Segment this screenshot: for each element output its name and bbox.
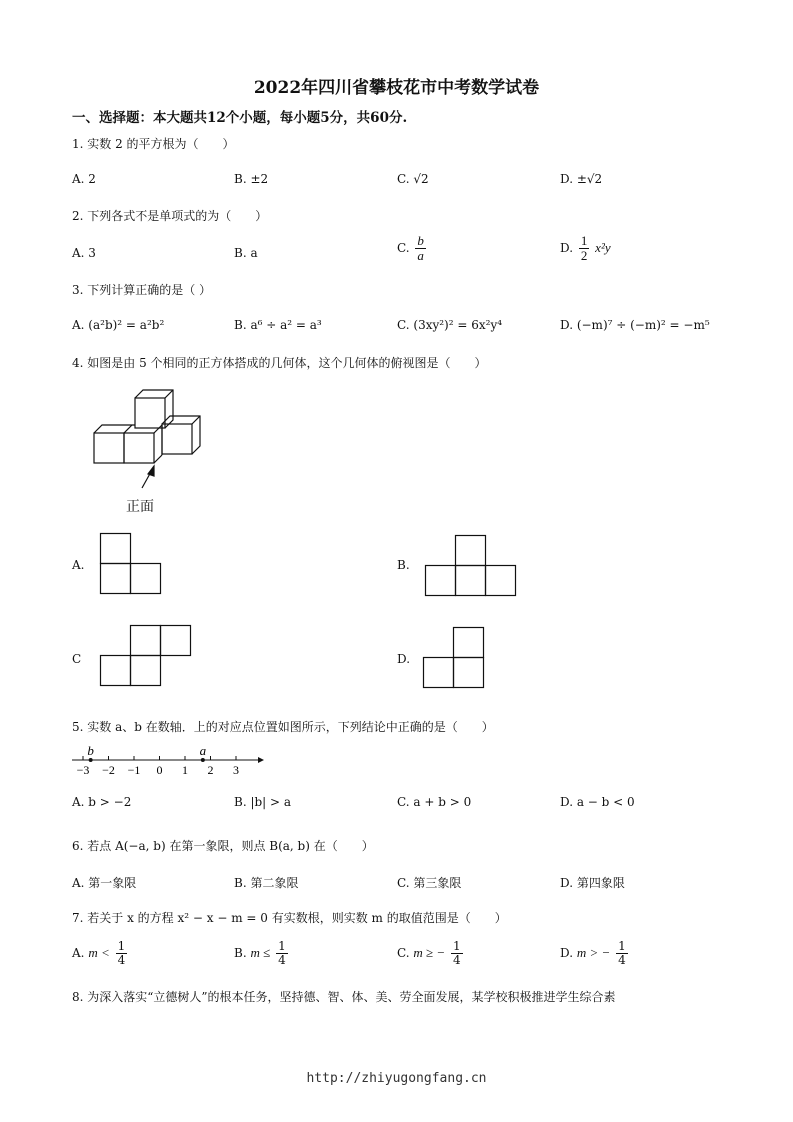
- q1-option-a: A. 2: [72, 172, 96, 186]
- q1-option-c: C. √2: [397, 172, 429, 186]
- axis-arrow: [258, 757, 264, 763]
- q1-option-d: D. ±√2: [560, 172, 603, 186]
- q4-option-c-figure: [100, 625, 192, 687]
- q2-option-d: [560, 234, 611, 262]
- axis-tick-label: 3: [233, 763, 239, 777]
- q5-option-d: D. a − b < 0: [560, 795, 635, 809]
- question-6-stem: 6. 若点 A(−a, b) 在第一象限，则点 B(a, b) 在（ ）: [72, 839, 374, 853]
- q6-option-a: A. 第一象限: [72, 876, 137, 890]
- q2-option-d-tail: x²y: [595, 240, 611, 256]
- question-1-stem: 1. 实数 2 的平方根为（ ）: [72, 137, 235, 151]
- point-b-label: b: [87, 743, 94, 758]
- q3-option-d: D. (−m)⁷ ÷ (−m)² = −m⁵: [560, 318, 710, 332]
- front-view-label: 正面: [126, 499, 154, 515]
- fraction-denominator: 4: [278, 952, 286, 967]
- axis-tick-label: 0: [156, 763, 163, 777]
- q4-option-b-label: B.: [397, 558, 410, 572]
- q2-option-d-label: D.: [560, 241, 574, 256]
- q7-option-c-label: C.: [397, 946, 410, 961]
- q4-option-a-label: A.: [72, 558, 85, 572]
- q3-option-a: A. (a²b)² = a²b²: [72, 318, 165, 332]
- q2-option-b: B. a: [234, 246, 258, 260]
- fraction-numerator: 1: [117, 939, 126, 953]
- q2-option-c-fraction: [415, 234, 426, 262]
- q4-option-d-label: D.: [397, 652, 411, 666]
- q4-option-d-figure: [423, 627, 485, 689]
- fraction-denominator: 4: [453, 952, 461, 967]
- fraction-numerator: b: [417, 233, 424, 248]
- q7-option-d-relation: m > −: [576, 945, 611, 961]
- axis-tick-label: 1: [182, 763, 188, 777]
- axis-tick-label: −1: [127, 763, 141, 777]
- q7-option-d-fraction: [616, 940, 628, 966]
- fraction-denominator: 2: [580, 247, 588, 263]
- number-line: [72, 742, 272, 782]
- axis-tick-label: −2: [102, 763, 115, 777]
- q7-option-c: [397, 940, 465, 966]
- fraction-numerator: 1: [580, 233, 588, 248]
- fraction-numerator: 1: [278, 939, 286, 953]
- fraction-numerator: 1: [618, 939, 626, 953]
- q5-option-b: B. |b| > a: [234, 795, 292, 809]
- q6-option-d: D. 第四象限: [560, 876, 625, 890]
- q7-option-c-relation: m ≥ −: [413, 945, 446, 961]
- question-3-stem: 3. 下列计算正确的是（ ）: [72, 283, 212, 297]
- page-title: 2022年四川省攀枝花市中考数学试卷: [253, 78, 540, 98]
- fraction-denominator: 4: [618, 952, 626, 967]
- fraction-denominator: 4: [117, 952, 126, 967]
- q6-option-b: B. 第二象限: [234, 876, 299, 890]
- fraction-denominator: a: [417, 247, 424, 263]
- q4-option-a-figure: [100, 533, 162, 595]
- q7-option-d: [560, 940, 630, 966]
- q7-option-a-fraction: [116, 940, 128, 966]
- q7-option-b-relation: m ≤: [250, 945, 271, 961]
- q3-option-c: C. (3xy²)² = 6x²y⁴: [397, 318, 503, 332]
- q1-option-b: B. ±2: [234, 172, 269, 186]
- q2-option-d-fraction: [579, 234, 590, 262]
- q7-option-b-label: B.: [234, 946, 247, 961]
- q2-option-a: A. 3: [72, 246, 96, 260]
- axis-tick-label: −3: [76, 763, 90, 777]
- q5-option-c: C. a + b > 0: [397, 795, 472, 809]
- point-b: [89, 758, 93, 762]
- q7-option-c-fraction: [451, 940, 463, 966]
- section-heading: 一、选择题：本大题共12个小题，每小题5分，共60分.: [72, 110, 408, 126]
- q7-option-a-relation: m <: [88, 945, 110, 961]
- q4-option-c-label: C: [72, 652, 82, 666]
- question-4-stem: 4. 如图是由 5 个相同的正方体搭成的几何体，这个几何体的俯视图是（ ）: [72, 356, 487, 370]
- point-a: [201, 758, 205, 762]
- fraction-numerator: 1: [453, 939, 461, 953]
- point-a-label: a: [199, 743, 207, 758]
- question-5-stem: 5. 实数 a、b 在数轴．上的对应点位置如图所示，下列结论中正确的是（ ）: [72, 720, 494, 734]
- q7-option-b-fraction: [276, 940, 288, 966]
- footer-url: http://zhiyugongfang.cn: [306, 1071, 487, 1086]
- q5-option-a: A. b > −2: [72, 795, 132, 809]
- q7-option-a-label: A.: [72, 946, 85, 961]
- q6-option-c: C. 第三象限: [397, 876, 462, 890]
- q7-option-b: [234, 940, 290, 966]
- q7-option-d-label: D.: [560, 946, 574, 961]
- question-7-stem: 7. 若关于 x 的方程 x² − x − m = 0 有实数根，则实数 m 的取值范围是（ ）: [72, 911, 507, 925]
- q4-option-b-figure: [425, 535, 517, 597]
- q2-option-c-label: C.: [397, 241, 410, 256]
- question-2-stem: 2. 下列各式不是单项式的为（ ）: [72, 209, 268, 223]
- q2-option-c: [397, 234, 428, 262]
- q3-option-b: B. a⁶ ÷ a² = a³: [234, 318, 322, 332]
- question-8-stem: 8. 为深入落实“立德树人”的根本任务，坚持德、智、体、美、劳全面发展，某学校积极推进学生综合素: [72, 990, 616, 1004]
- axis-tick-label: 2: [207, 763, 214, 777]
- q7-option-a: [72, 940, 129, 966]
